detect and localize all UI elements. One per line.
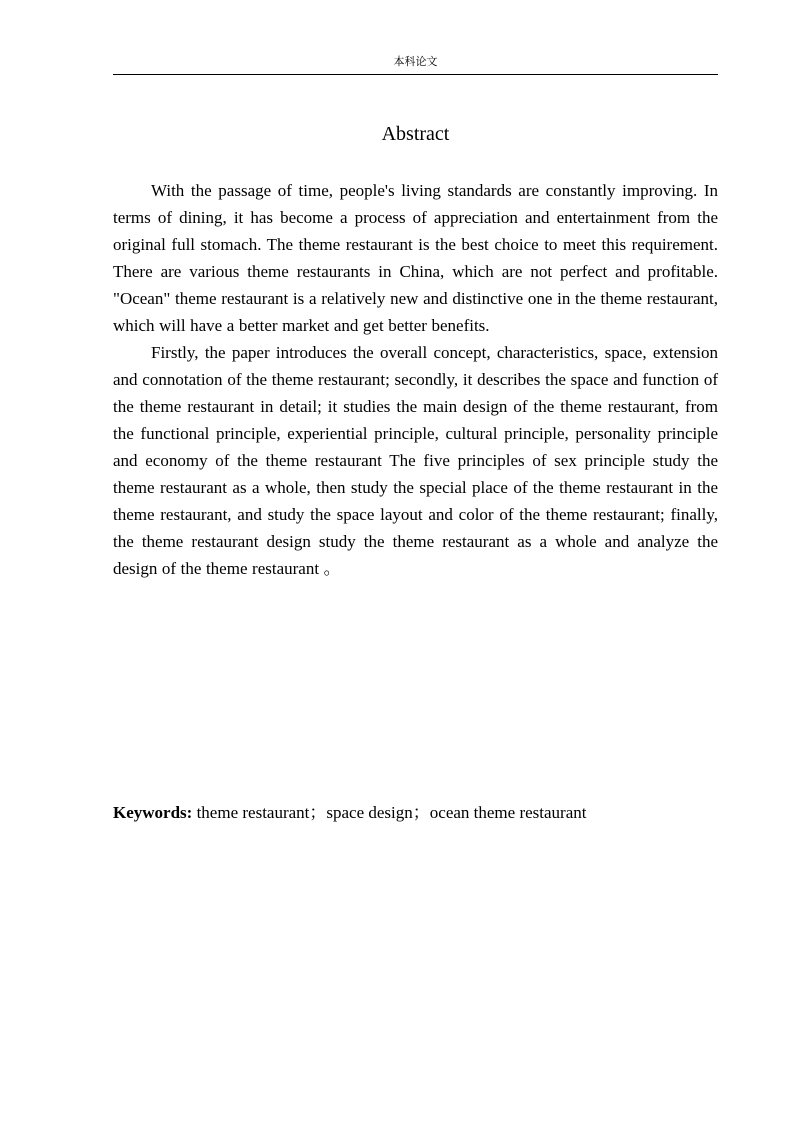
abstract-paragraph-2: Firstly, the paper introduces the overall concept, characteristics, space, extension and connotation of the theme restaurant; secondly, it describes the space and function of the theme restaurant in detail; it studies the main design of the theme restaurant, from the functional principle, experiential principle, cultural principle, personality principle and economy of the theme restaurant The five principles of sex principle study the theme restaurant as a whole, then study the special place of the theme restaurant in the theme restaurant, and study the space layout and color of the theme restaurant; finally, the theme restaurant design study the theme restaurant as a whole and analyze the design of the theme restaurant 。 (113, 343, 718, 578)
abstract-paragraph-1: With the passage of time, people's living standards are constantly improving. In terms of dining, it has become a process of appreciation and entertainment from the original full stomach. The theme restaurant is the best choice to meet this requirement. There are various theme restaurants in China, which are not perfect and profitable. "Ocean" theme restaurant is a relatively new and distinctive one in the theme restaurant, which will have a better market and get better benefits. (113, 181, 718, 335)
keywords-label: Keywords: (113, 803, 193, 822)
keywords-text: theme restaurant；space design；ocean theme restaurant (196, 803, 587, 822)
keywords-line (113, 799, 718, 826)
running-header (113, 54, 718, 75)
running-header-title: 本科论文 (393, 55, 438, 68)
abstract-body (113, 177, 718, 582)
abstract-title: Abstract (381, 123, 450, 145)
